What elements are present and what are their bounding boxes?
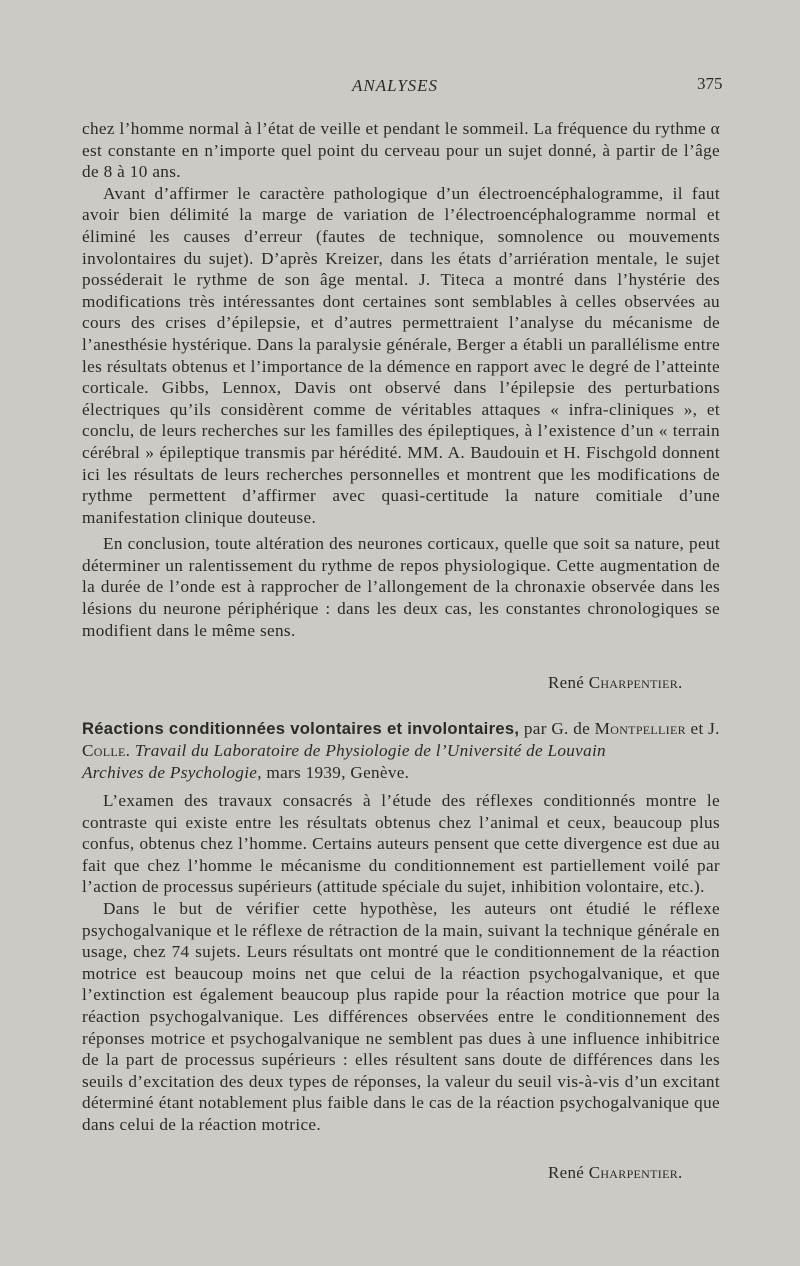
signature-first-name: René — [548, 673, 585, 692]
review-2-date: mars 1939, Genève. — [261, 763, 410, 782]
review-2-and: et J. — [685, 719, 720, 738]
review-1-paragraph-1: chez l’homme normal à l’état de veille et pendant le sommeil. La fréquence du rythme α est constante en n’importe quel point du cerveau pour un sujet donné, à partir de l’âge de 8 à 10 ans. — [82, 119, 720, 182]
review-2-author-1: Montpellier — [594, 719, 686, 738]
review-1-body — [82, 118, 720, 641]
review-2-laboratory: Travail du Laboratoire de Physiologie de l’Université de Louvain — [134, 741, 606, 760]
page-number: 375 — [697, 74, 723, 93]
review-2-by: par G. de — [519, 719, 595, 738]
review-1-paragraph-3: En conclusion, toute altération des neurones corticaux, quelle que soit sa nature, peut déterminer un ralentissement du rythme de repos physiologique. Cette augmentation de la durée de l’onde est à rapprocher de l’allongement de la chronaxie observée dans les lésions du neurone périphérique : dans les deux cas, les constantes chronologiques se modifient dans le même sens. — [82, 534, 720, 640]
review-2-heading — [82, 718, 722, 784]
review-2-journal: Archives de Psychologie, — [82, 763, 262, 782]
review-2-paragraph-1: L’examen des travaux consacrés à l’étude des réflexes conditionnés montre le contraste qui existe entre les résultats obtenus chez l’animal et ceux, beaucoup plus confus, obtenus chez l’homme. Certains auteurs pensent que cette divergence est due au fait que chez l’homme le mécanisme du conditionnement est partiellement voilé par l’action de processus supérieurs (attitude spéciale du sujet, inhibition volontaire, etc.). — [82, 791, 720, 897]
review-2-author-2: Colle — [82, 741, 126, 760]
review-2-signature — [548, 1163, 683, 1183]
signature-last-name: Charpentier. — [588, 673, 683, 692]
review-2-title: Réactions conditionnées volontaires et involontaires, — [82, 719, 520, 738]
signature-first-name: René — [548, 1163, 585, 1182]
review-1-signature — [548, 673, 683, 693]
review-2-body — [82, 790, 720, 1136]
review-2-paragraph-2: Dans le but de vérifier cette hypothèse, les auteurs ont étudié le réflexe psychogalvanique et le réflexe de rétraction de la main, suivant la technique générale en usage, chez 74 sujets. Leurs résultats ont montré que le conditionnement de la réaction motrice est beaucoup moins net que celui de la réaction psychogalvanique, et que l’extinction est également beaucoup plus rapide pour la réaction motrice que pour la réaction psychogalvanique. Les différences observées entre le conditionnement des réponses motrice et psychogalvanique ne semblent pas dues à une influence inhibitrice de la part de processus supérieurs : elles résultent sans doute de différences dans les seuils d’excitation des deux types de réponses, la valeur du seuil vis-à-vis d’un excitant déterminé étant notablement plus faible dans le cas de la réaction psychogalvanique que dans celui de la réaction motrice. — [82, 898, 720, 1134]
review-2-dot: . — [125, 741, 135, 760]
signature-last-name: Charpentier. — [588, 1163, 683, 1182]
review-1-paragraph-2: Avant d’affirmer le caractère pathologique d’un électroencéphalogramme, il faut avoir bien délimité la marge de variation de l’électroencéphalogramme normal et éliminé les causes d’erreur (fautes de technique, somnolence ou mouvements involontaires du sujet). D’après Kreizer, dans les états d’arriération mentale, le sujet posséderait le rythme de son âge mental. J. Titeca a montré dans l’hystérie des modifications très intéressantes dont certaines sont semblables à celles observées au cours des crises d’épilepsie, et d’autres permettraient l’analyse du mécanisme de l’anesthésie hystérique. Dans la paralysie générale, Berger a établi un parallélisme entre les résultats obtenus et l’importance de la démence en rapport avec le degré de l’atteinte corticale. Gibbs, Lennox, Davis ont observé dans l’épilepsie des perturbations électriques qu’ils considèrent comme de véritables attaques « infra-cliniques », et conclu, de leurs recherches sur les familles des épileptiques, à l’existence d’un « terrain cérébral » épileptique transmis par hérédité. MM. A. Baudouin et H. Fischgold donnent ici les résultats de leurs recherches personnelles et montrent que les modifications de rythme permettent d’affirmer avec quasi-certitude la nature comitiale d’une manifestation clinique douteuse. — [82, 183, 720, 527]
running-head: ANALYSES — [352, 76, 439, 95]
